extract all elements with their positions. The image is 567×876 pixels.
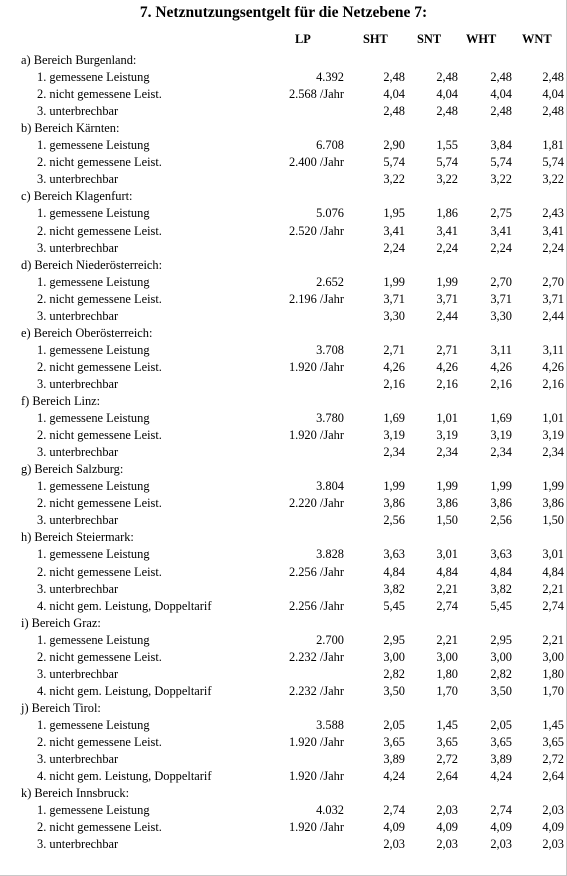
section-label: g) Bereich Salzburg: (21, 462, 124, 477)
cell-snt: 1,99 (436, 274, 458, 289)
table-row (0, 223, 567, 240)
section-label: d) Bereich Niederösterreich: (21, 257, 163, 272)
cell-snt: 2,03 (436, 837, 458, 852)
cell-snt: 3,01 (436, 547, 458, 562)
header-wnt: WNT (522, 32, 552, 46)
cell-wht: 2,16 (490, 376, 512, 391)
cell-lp: 2.400 /Jahr (288, 155, 344, 170)
cell-wht: 3,00 (490, 649, 512, 664)
table-row (0, 734, 567, 751)
table-row (0, 512, 567, 529)
cell-lp: 1.920 /Jahr (288, 735, 344, 749)
header-snt: SNT (417, 32, 442, 46)
cell-wnt: 2,70 (542, 274, 564, 289)
cell-lp: 1.920 /Jahr (288, 428, 344, 443)
table-row (0, 802, 567, 819)
row-label: 3. unterbrechbar (37, 308, 119, 323)
section-row (0, 615, 567, 632)
cell-sht: 3,89 (383, 752, 405, 767)
table-row (0, 649, 567, 666)
cell-wnt: 2,44 (542, 308, 564, 323)
cell-wnt: 2,48 (542, 104, 564, 119)
cell-wnt: 1,01 (542, 411, 564, 426)
cell-snt: 2,71 (436, 342, 458, 357)
cell-wht: 2,70 (490, 274, 512, 289)
cell-lp: 3.588 (316, 717, 344, 732)
cell-sht: 4,84 (383, 564, 405, 579)
cell-sht: 3,71 (383, 291, 405, 306)
cell-wht: 3,63 (490, 547, 512, 562)
table-row (0, 836, 567, 853)
row-label: 4. nicht gem. Leistung, Doppeltarif (37, 598, 212, 613)
cell-sht: 1,99 (383, 274, 405, 289)
row-label: 3. unterbrechbar (37, 752, 119, 767)
table-row (0, 154, 567, 171)
cell-wht: 4,26 (490, 359, 512, 374)
cell-wht: 2,56 (490, 513, 512, 528)
cell-wnt: 2,43 (542, 206, 564, 221)
cell-lp: 3.828 (316, 547, 344, 562)
cell-lp: 2.256 /Jahr (288, 564, 344, 579)
section-label: a) Bereich Burgenland: (21, 53, 137, 67)
cell-snt: 3,71 (436, 291, 458, 306)
cell-snt: 3,00 (436, 649, 458, 664)
cell-snt: 4,09 (436, 820, 458, 835)
cell-sht: 3,22 (383, 172, 405, 187)
row-label: 1. gemessene Leistung (37, 547, 150, 562)
cell-snt: 1,86 (436, 206, 458, 221)
cell-sht: 1,69 (383, 411, 405, 426)
cell-wnt: 3,00 (542, 649, 564, 664)
table-row (0, 495, 567, 512)
cell-snt: 2,21 (436, 581, 458, 596)
cell-sht: 2,95 (383, 632, 405, 647)
cell-wht: 4,24 (490, 769, 512, 784)
cell-sht: 5,45 (383, 598, 405, 613)
row-label: 2. nicht gemessene Leist. (37, 87, 162, 102)
cell-sht: 3,82 (383, 581, 405, 596)
cell-snt: 2,34 (436, 445, 458, 460)
cell-sht: 3,65 (383, 735, 405, 749)
cell-lp: 1.920 /Jahr (288, 359, 344, 374)
cell-snt: 2,03 (436, 803, 458, 818)
row-label: 1. gemessene Leistung (37, 803, 150, 818)
cell-sht: 2,16 (383, 376, 405, 391)
cell-wnt: 2,24 (542, 240, 564, 255)
row-label: 2. nicht gemessene Leist. (37, 564, 162, 579)
table-row (0, 666, 567, 683)
cell-wht: 2,05 (490, 717, 512, 732)
cell-wht: 2,34 (490, 445, 512, 460)
row-label: 1. gemessene Leistung (37, 717, 150, 732)
cell-snt: 3,41 (436, 223, 458, 238)
cell-snt: 3,65 (436, 735, 458, 749)
section-label: j) Bereich Tirol: (21, 700, 101, 715)
cell-wht: 3,22 (490, 172, 512, 187)
cell-snt: 4,26 (436, 359, 458, 374)
cell-lp: 2.700 (316, 632, 344, 647)
cell-wht: 2,75 (490, 206, 512, 221)
cell-wht: 4,09 (490, 820, 512, 835)
cell-wht: 3,41 (490, 223, 512, 238)
cell-sht: 4,09 (383, 820, 405, 835)
section-label: b) Bereich Kärnten: (21, 121, 120, 136)
row-label: 2. nicht gemessene Leist. (37, 820, 162, 835)
cell-snt: 2,64 (436, 769, 458, 784)
cell-snt: 3,86 (436, 496, 458, 511)
section-label: f) Bereich Linz: (21, 394, 101, 408)
row-label: 3. unterbrechbar (37, 581, 119, 596)
cell-wnt: 1,70 (542, 683, 564, 698)
cell-lp: 2.520 /Jahr (288, 223, 344, 238)
table-row (0, 240, 567, 257)
cell-wnt: 2,21 (542, 581, 564, 596)
cell-wht: 3,65 (490, 735, 512, 749)
cell-snt: 4,04 (436, 87, 458, 102)
cell-lp: 2.232 /Jahr (288, 649, 344, 664)
section-label: i) Bereich Graz: (21, 615, 101, 630)
cell-sht: 2,34 (383, 445, 405, 460)
cell-snt: 1,55 (436, 138, 458, 153)
cell-wht: 3,82 (490, 581, 512, 596)
cell-wnt: 4,04 (542, 87, 564, 102)
row-label: 1. gemessene Leistung (37, 274, 150, 289)
row-label: 3. unterbrechbar (37, 376, 119, 391)
table-row (0, 205, 567, 222)
cell-snt: 1,45 (436, 717, 458, 732)
cell-wnt: 3,22 (542, 172, 564, 187)
cell-sht: 3,41 (383, 223, 405, 238)
cell-sht: 1,99 (383, 479, 405, 494)
cell-sht: 2,82 (383, 666, 405, 681)
table-row (0, 478, 567, 495)
section-row (0, 257, 567, 274)
cell-wht: 5,74 (490, 155, 512, 170)
cell-sht: 3,63 (383, 547, 405, 562)
table-row (0, 564, 567, 581)
table-row (0, 632, 567, 649)
row-label: 1. gemessene Leistung (37, 632, 150, 647)
cell-sht: 4,04 (383, 87, 405, 102)
cell-wnt: 4,26 (542, 359, 564, 374)
cell-lp: 4.392 (316, 70, 344, 85)
table-row (0, 69, 567, 86)
cell-sht: 4,26 (383, 359, 405, 374)
cell-wht: 3,71 (490, 291, 512, 306)
row-label: 1. gemessene Leistung (37, 138, 150, 153)
row-label: 3. unterbrechbar (37, 837, 119, 852)
cell-wht: 5,45 (490, 598, 512, 613)
cell-sht: 2,24 (383, 240, 405, 255)
cell-lp: 3.804 (316, 479, 344, 494)
cell-wht: 2,74 (490, 803, 512, 818)
row-label: 3. unterbrechbar (37, 104, 119, 119)
cell-wnt: 2,03 (542, 837, 564, 852)
table-row (0, 598, 567, 615)
cell-wht: 3,19 (490, 428, 512, 443)
cell-snt: 1,50 (436, 513, 458, 528)
table-row (0, 274, 567, 291)
table-row (0, 308, 567, 325)
section-row (0, 52, 567, 69)
cell-wnt: 3,41 (542, 223, 564, 238)
table-row (0, 410, 567, 427)
cell-sht: 2,74 (383, 803, 405, 818)
row-label: 1. gemessene Leistung (37, 479, 150, 494)
table-row (0, 376, 567, 393)
cell-wnt: 3,01 (542, 547, 564, 562)
cell-wnt: 3,19 (542, 428, 564, 443)
cell-wnt: 2,72 (542, 752, 564, 767)
cell-wnt: 1,45 (542, 717, 564, 732)
cell-wht: 4,04 (490, 87, 512, 102)
cell-snt: 2,74 (436, 598, 458, 613)
table-row (0, 819, 567, 836)
cell-lp: 3.780 (316, 411, 344, 426)
section-row (0, 785, 567, 802)
table-row (0, 359, 567, 376)
cell-snt: 1,70 (436, 683, 458, 698)
cell-wnt: 3,71 (542, 291, 564, 306)
cell-wht: 2,95 (490, 632, 512, 647)
section-row (0, 393, 567, 410)
cell-lp: 1.920 /Jahr (288, 769, 344, 784)
row-label: 3. unterbrechbar (37, 445, 119, 460)
table-row (0, 342, 567, 359)
cell-sht: 3,50 (383, 683, 405, 698)
table-row (0, 103, 567, 120)
cell-sht: 5,74 (383, 155, 405, 170)
cell-wnt: 3,86 (542, 496, 564, 511)
cell-snt: 4,84 (436, 564, 458, 579)
cell-sht: 2,03 (383, 837, 405, 852)
cell-wnt: 1,80 (542, 666, 564, 681)
row-label: 3. unterbrechbar (37, 513, 119, 528)
row-label: 2. nicht gemessene Leist. (37, 649, 162, 664)
row-label: 3. unterbrechbar (37, 172, 119, 187)
cell-snt: 1,99 (436, 479, 458, 494)
row-label: 2. nicht gemessene Leist. (37, 735, 162, 749)
cell-wht: 3,86 (490, 496, 512, 511)
row-label: 1. gemessene Leistung (37, 411, 150, 426)
table-row (0, 86, 567, 103)
table-row (0, 444, 567, 461)
cell-snt: 1,01 (436, 411, 458, 426)
cell-wht: 4,84 (490, 564, 512, 579)
row-label: 2. nicht gemessene Leist. (37, 223, 162, 238)
section-row (0, 461, 567, 478)
cell-wnt: 4,09 (542, 820, 564, 835)
cell-lp: 2.196 /Jahr (288, 291, 344, 306)
cell-sht: 2,71 (383, 342, 405, 357)
section-row (0, 529, 567, 546)
table-row (0, 683, 567, 700)
cell-wht: 3,89 (490, 752, 512, 767)
page-title: 7. Netznutzungsentgelt für die Netzebene 7: (139, 4, 428, 21)
row-label: 2. nicht gemessene Leist. (37, 496, 162, 511)
cell-sht: 3,19 (383, 428, 405, 443)
cell-lp: 5.076 (316, 206, 344, 221)
cell-wnt: 1,50 (542, 513, 564, 528)
cell-sht: 3,30 (383, 308, 405, 323)
row-label: 3. unterbrechbar (37, 666, 119, 681)
table-row (0, 171, 567, 188)
section-row (0, 325, 567, 342)
cell-wnt: 2,21 (542, 632, 564, 647)
row-label: 4. nicht gem. Leistung, Doppeltarif (37, 769, 212, 784)
row-label: 2. nicht gemessene Leist. (37, 155, 162, 170)
cell-snt: 2,44 (436, 308, 458, 323)
cell-wnt: 3,65 (542, 735, 564, 749)
cell-snt: 2,21 (436, 632, 458, 647)
cell-snt: 2,72 (436, 752, 458, 767)
row-label: 2. nicht gemessene Leist. (37, 291, 162, 306)
table-header (0, 31, 567, 48)
cell-sht: 2,48 (383, 104, 405, 119)
cell-wnt: 1,99 (542, 479, 564, 494)
row-label: 4. nicht gem. Leistung, Doppeltarif (37, 683, 212, 698)
table-row (0, 427, 567, 444)
section-label: k) Bereich Innsbruck: (21, 786, 130, 801)
cell-sht: 3,00 (383, 649, 405, 664)
row-label: 3. unterbrechbar (37, 240, 119, 255)
section-label: h) Bereich Steiermark: (21, 530, 134, 545)
cell-lp: 2.256 /Jahr (288, 598, 344, 613)
section-row (0, 120, 567, 137)
cell-sht: 4,24 (383, 769, 405, 784)
table-row (0, 546, 567, 563)
cell-snt: 2,24 (436, 240, 458, 255)
cell-wnt: 2,34 (542, 445, 564, 460)
cell-wnt: 2,03 (542, 803, 564, 818)
table-row (0, 717, 567, 734)
table-row (0, 291, 567, 308)
header-sht: SHT (363, 32, 388, 46)
cell-wht: 2,24 (490, 240, 512, 255)
cell-wht: 3,11 (490, 342, 512, 357)
cell-wnt: 2,16 (542, 376, 564, 391)
cell-snt: 3,22 (436, 172, 458, 187)
cell-wht: 3,84 (490, 138, 512, 153)
section-label: c) Bereich Klagenfurt: (21, 189, 133, 204)
header-wht: WHT (466, 32, 497, 46)
cell-lp: 1.920 /Jahr (288, 820, 344, 835)
cell-snt: 5,74 (436, 155, 458, 170)
cell-sht: 2,48 (383, 70, 405, 85)
table-row (0, 751, 567, 768)
cell-sht: 3,86 (383, 496, 405, 511)
cell-wnt: 1,81 (542, 138, 564, 153)
cell-wht: 2,48 (490, 104, 512, 119)
cell-wht: 1,99 (490, 479, 512, 494)
row-label: 2. nicht gemessene Leist. (37, 428, 162, 443)
section-row (0, 700, 567, 717)
cell-wht: 1,69 (490, 411, 512, 426)
cell-lp: 2.220 /Jahr (288, 496, 344, 511)
table-row (0, 137, 567, 154)
cell-wht: 2,82 (490, 666, 512, 681)
cell-snt: 2,48 (436, 70, 458, 85)
cell-lp: 2.568 /Jahr (288, 87, 344, 102)
section-label: e) Bereich Oberösterreich: (21, 325, 153, 340)
cell-lp: 4.032 (316, 803, 344, 818)
cell-wnt: 4,84 (542, 564, 564, 579)
row-label: 1. gemessene Leistung (37, 206, 150, 221)
cell-wht: 3,30 (490, 308, 512, 323)
cell-wnt: 3,11 (542, 342, 564, 357)
table-row (0, 581, 567, 598)
cell-lp: 2.232 /Jahr (288, 683, 344, 698)
cell-lp: 3.708 (316, 342, 344, 357)
cell-snt: 2,16 (436, 376, 458, 391)
table-row (0, 768, 567, 785)
section-row (0, 188, 567, 205)
cell-wnt: 2,48 (542, 70, 564, 85)
row-label: 1. gemessene Leistung (37, 342, 150, 357)
cell-lp: 6.708 (316, 138, 344, 153)
cell-sht: 2,90 (383, 138, 405, 153)
cell-wnt: 2,64 (542, 769, 564, 784)
cell-wht: 3,50 (490, 683, 512, 698)
cell-wnt: 5,74 (542, 155, 564, 170)
cell-snt: 1,80 (436, 666, 458, 681)
cell-snt: 3,19 (436, 428, 458, 443)
cell-sht: 2,05 (383, 717, 405, 732)
row-label: 1. gemessene Leistung (37, 70, 150, 85)
cell-wht: 2,48 (490, 70, 512, 85)
header-lp: LP (295, 32, 311, 46)
cell-sht: 2,56 (383, 513, 405, 528)
row-label: 2. nicht gemessene Leist. (37, 359, 162, 374)
cell-sht: 1,95 (383, 206, 405, 221)
cell-lp: 2.652 (316, 274, 344, 289)
cell-wht: 2,03 (490, 837, 512, 852)
cell-snt: 2,48 (436, 104, 458, 119)
cell-wnt: 2,74 (542, 598, 564, 613)
